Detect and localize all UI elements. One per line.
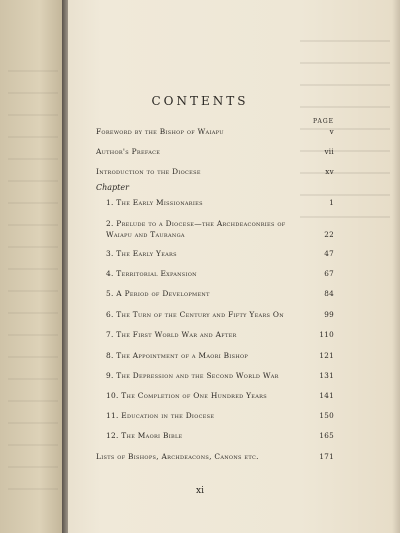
- toc-entry-title: Lists of Bishops, Archdeacons, Canons etc.: [96, 452, 259, 461]
- chapter-label: Chapter: [96, 183, 129, 192]
- toc-entry-title: 3. The Early Years: [106, 249, 177, 258]
- page-edge: [392, 0, 400, 533]
- toc-entry-title: 5. A Period of Development: [106, 289, 210, 298]
- toc-entry-lists: [96, 451, 334, 462]
- toc-chapter-5: [96, 288, 334, 299]
- toc-entry-title: 10. The Completion of One Hundred Years: [106, 391, 267, 400]
- toc-entry-page: 121: [319, 351, 334, 360]
- toc-entry-page: v: [329, 127, 334, 136]
- facing-page: [0, 0, 66, 533]
- toc-chapter-3: [96, 248, 334, 259]
- facing-page-shadow: [8, 70, 58, 490]
- toc-entry-page: vii: [324, 147, 334, 156]
- toc-chapter-2: [96, 218, 334, 240]
- toc-entry-preface: [96, 146, 334, 157]
- toc-chapter-6: [96, 309, 334, 320]
- toc-entry-page: 84: [324, 289, 334, 298]
- toc-chapter-8: [96, 350, 334, 361]
- toc-entry-foreword: [96, 126, 334, 137]
- page-title: CONTENTS: [151, 94, 249, 108]
- toc-entry-page: 150: [319, 411, 334, 420]
- toc-chapter-9: [96, 370, 334, 381]
- toc-entry-page: 171: [319, 452, 334, 461]
- toc-entry-page: 47: [324, 249, 334, 258]
- toc-entry-page: 22: [324, 230, 334, 239]
- toc-entry-title: Foreword by the Bishop of Waiapu: [96, 127, 224, 136]
- toc-entry-page: 67: [324, 269, 334, 278]
- toc-entry-title: 8. The Appointment of a Maori Bishop: [106, 351, 249, 360]
- toc-chapter-7: [96, 329, 334, 340]
- toc-entry-title: Author's Preface: [96, 147, 161, 156]
- toc-entry-title: 4. Territorial Expansion: [106, 269, 197, 278]
- toc-entry-title: Introduction to the Diocese: [96, 167, 201, 176]
- toc-entry-page: 165: [319, 431, 334, 440]
- toc-entry-title: 1. The Early Missionaries: [106, 198, 203, 207]
- toc-entry-title: 9. The Depression and the Second World War: [106, 371, 279, 380]
- toc-chapter-1: [96, 197, 334, 208]
- toc-entry-page: 131: [319, 371, 334, 380]
- toc-entry-introduction: [96, 166, 334, 177]
- toc-entry-title: 12. The Maori Bible: [106, 431, 183, 440]
- toc-entry-page: xv: [325, 167, 334, 176]
- toc-entry-page: 99: [324, 310, 334, 319]
- toc-chapter-12: [96, 430, 334, 441]
- toc-entry-title: 2. Prelude to a Diocese—the Archdeaconries of Waiapu and Tauranga: [106, 219, 286, 239]
- toc-entry-page: 141: [319, 391, 334, 400]
- page-column-label: PAGE: [313, 118, 334, 125]
- toc-entry-title: 7. The First World War and After: [106, 330, 237, 339]
- page-folio: xi: [196, 486, 204, 496]
- toc-chapter-10: [96, 390, 334, 401]
- toc-entry-title: 11. Education in the Diocese: [106, 411, 215, 420]
- toc-chapter-11: [96, 410, 334, 421]
- toc-entry-page: 1: [329, 198, 334, 207]
- toc-chapter-4: [96, 268, 334, 279]
- toc-entry-title: 6. The Turn of the Century and Fifty Years On: [106, 310, 284, 319]
- toc-entry-page: 110: [319, 330, 334, 339]
